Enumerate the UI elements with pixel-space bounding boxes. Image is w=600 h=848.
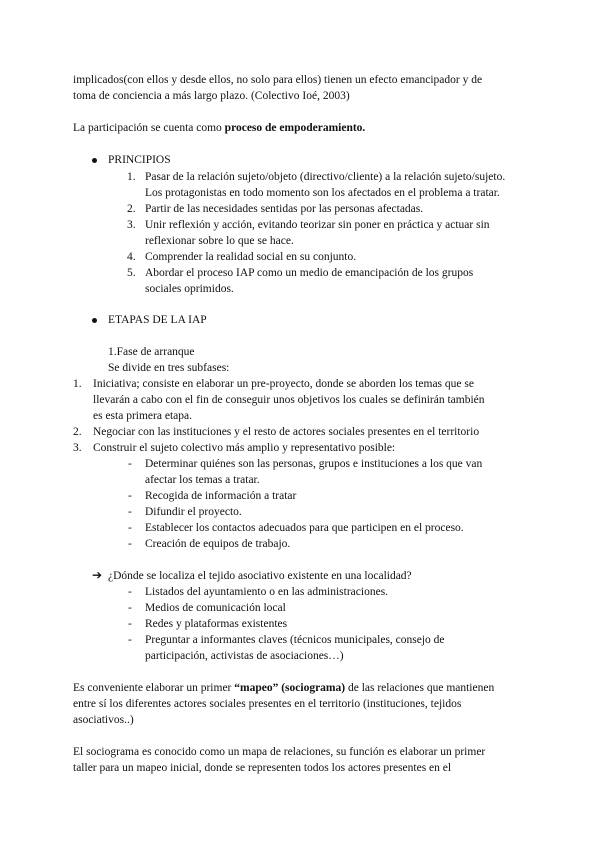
principio-4-number: 4. [127, 251, 136, 263]
principio-3-line-2: reflexionar sobre lo que se hace. [145, 235, 294, 247]
mapeo-prefix: Es conveniente elaborar un primer [73, 682, 235, 694]
sujeto-item-3: Difundir el proyecto. [145, 506, 242, 518]
sujeto-item-2: Recogida de información a tratar [145, 490, 297, 502]
participacion-paragraph [73, 120, 365, 136]
dash-icon: - [128, 490, 132, 502]
dash-icon: - [128, 538, 132, 550]
principio-4-line-1: Comprender la realidad social en su conjunto. [145, 251, 357, 263]
fase-arranque: 1.Fase de arranque [108, 346, 195, 358]
etapa-1-number: 1. [73, 378, 82, 390]
intro-line-2: toma de conciencia a más largo plazo. (Colectivo Ioé, 2003) [73, 90, 350, 102]
subfases-intro: Se divide en tres subfases: [108, 362, 230, 374]
etapa-1-line-3: es esta primera etapa. [93, 410, 192, 422]
arrow-right-icon: ➔ [92, 568, 103, 582]
mapeo-line-2: entre sí los diferentes actores sociales presentes en el territorio (instituciones, tejidos [73, 698, 462, 710]
principio-1-number: 1. [127, 171, 136, 183]
tejido-question: ¿Dónde se localiza el tejido asociativo existente en una localidad? [108, 570, 412, 582]
principio-2-line-1: Partir de las necesidades sentidas por las personas afectadas. [145, 203, 424, 215]
tejido-item-4-line-2: participación, activistas de asociaciones…) [145, 650, 344, 662]
dash-icon: - [128, 506, 132, 518]
etapas-heading: ETAPAS DE LA IAP [108, 314, 207, 326]
principios-bullet-icon [92, 158, 97, 163]
etapa-2-number: 2. [73, 426, 82, 438]
principio-5-line-2: sociales oprimidos. [145, 283, 234, 295]
etapa-2-line-1: Negociar con las instituciones y el resto de actores sociales presentes en el territorio [93, 426, 480, 438]
sujeto-item-1-line-1: Determinar quiénes son las personas, grupos e instituciones a los que van [145, 458, 483, 470]
participacion-bold: proceso de empoderamiento. [224, 122, 366, 134]
participacion-text: La participación se cuenta como [73, 122, 225, 134]
mapeo-bold: “mapeo” (sociograma) [234, 682, 346, 694]
sujeto-item-1-line-2: afectar los temas a tratar. [145, 474, 260, 486]
mapeo-suffix: de las relaciones que mantienen [345, 682, 495, 694]
mapeo-line-1 [73, 680, 494, 696]
etapa-1-line-2: llevarán a cabo con el fin de conseguir unos objetivos los cuales se definirán también [93, 394, 485, 406]
dash-icon: - [128, 522, 132, 534]
principio-3-number: 3. [127, 219, 136, 231]
principios-heading: PRINCIPIOS [108, 154, 171, 166]
tejido-item-1: Listados del ayuntamiento o en las administraciones. [145, 586, 389, 598]
principio-1-line-2: Los protagonistas en todo momento son los afectados en el problema a tratar. [145, 187, 500, 199]
principio-1-line-1: Pasar de la relación sujeto/objeto (directivo/cliente) a la relación sujeto/sujeto. [145, 171, 506, 183]
dash-icon: - [128, 618, 132, 630]
tejido-item-2: Medios de comunicación local [145, 602, 286, 614]
dash-icon: - [128, 458, 132, 470]
mapeo-line-3: asociativos..) [73, 714, 134, 726]
dash-icon: - [128, 602, 132, 614]
dash-icon: - [128, 586, 132, 598]
etapas-bullet-icon [92, 318, 97, 323]
etapa-1-line-1: Iniciativa; consiste en elaborar un pre-proyecto, donde se aborden los temas que se [93, 378, 474, 390]
tejido-item-4-line-1: Preguntar a informantes claves (técnicos municipales, consejo de [145, 634, 445, 646]
tejido-item-3: Redes y plataformas existentes [145, 618, 288, 630]
sujeto-item-5: Creación de equipos de trabajo. [145, 538, 291, 550]
sociograma-line-2: taller para un mapeo inicial, donde se representen todos los actores presentes en el [73, 762, 452, 774]
sociograma-line-1: El sociograma es conocido como un mapa de relaciones, su función es elaborar un primer [73, 746, 486, 758]
etapa-3-number: 3. [73, 442, 82, 454]
etapa-3-line-1: Construir el sujeto colectivo más amplio y representativo posible: [93, 442, 396, 454]
principio-2-number: 2. [127, 203, 136, 215]
principio-5-line-1: Abordar el proceso IAP como un medio de emancipación de los grupos [145, 267, 474, 279]
principio-5-number: 5. [127, 267, 136, 279]
principio-3-line-1: Unir reflexión y acción, evitando teorizar sin poner en práctica y actuar sin [145, 219, 490, 231]
intro-line-1: implicados(con ellos y desde ellos, no solo para ellos) tienen un efecto emancipador y de [73, 74, 483, 86]
sujeto-item-4: Establecer los contactos adecuados para que participen en el proceso. [145, 522, 464, 534]
dash-icon: - [128, 634, 132, 646]
